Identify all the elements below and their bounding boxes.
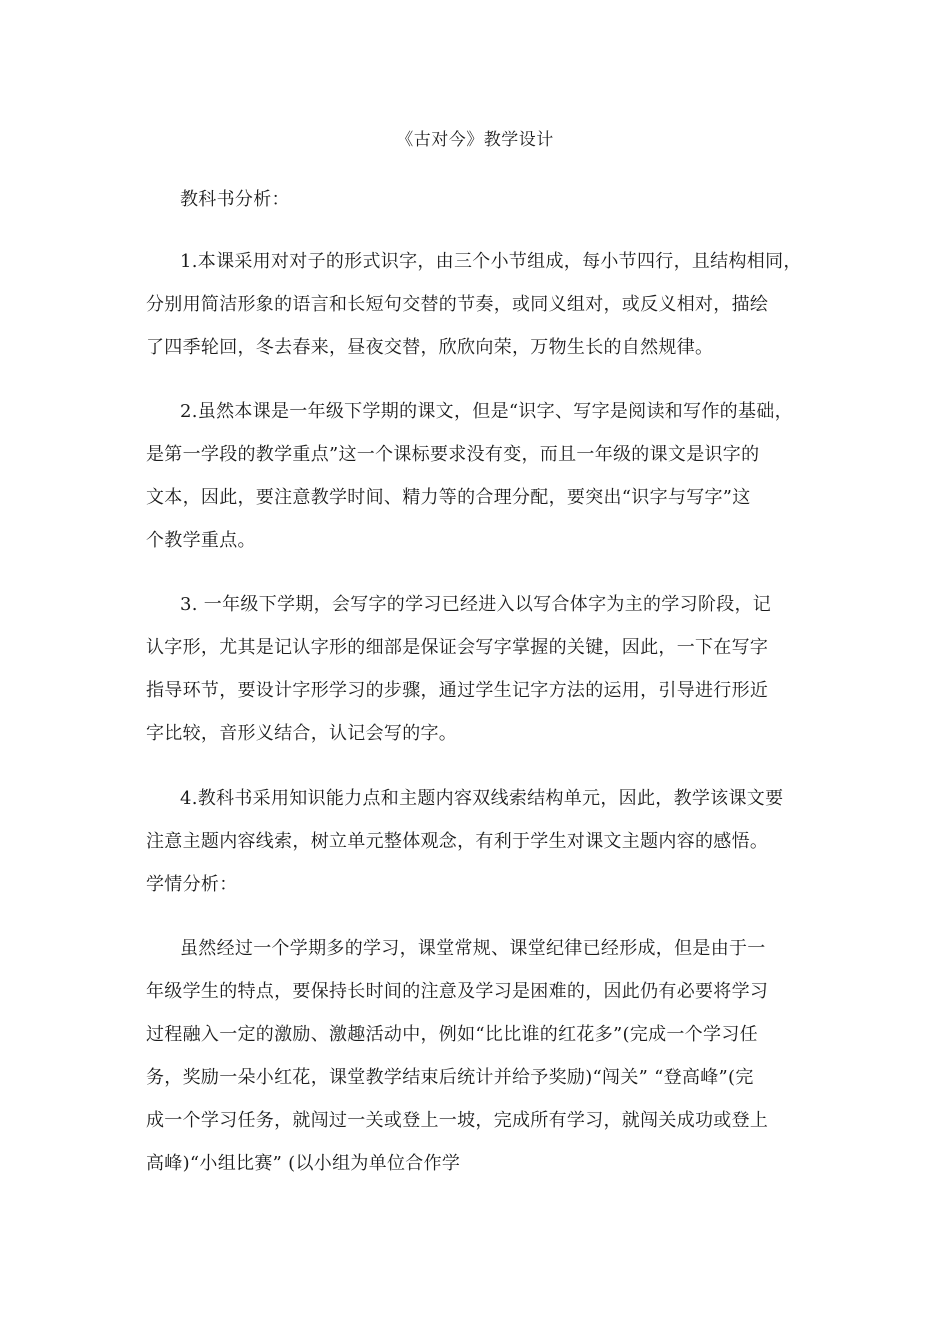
paragraph-line: 认字形，尤其是记认字形的细部是保证会写字掌握的关键，因此，一下在写字 xyxy=(146,637,769,658)
section-heading-textbook-analysis xyxy=(146,178,826,221)
paragraph-line: 指导环节，要设计字形学习的步骤，通过学生记字方法的运用，引导进行形近 xyxy=(146,680,769,701)
paragraph-line: 务，奖励一朵小红花，课堂教学结束后统计并给予奖励)“闯关” “登高峰”(完 xyxy=(146,1067,754,1088)
paragraph-3 xyxy=(146,583,826,755)
paragraph-line: 分别用简洁形象的语言和长短句交替的节奏，或同义组对，或反义相对，描绘 xyxy=(146,294,769,315)
section-heading-learning-analysis: 学情分析： xyxy=(146,874,238,895)
paragraph-1 xyxy=(146,240,826,369)
paragraph-line: 1.本课采用对对子的形式识字，由三个小节组成，每小节四行，且结构相同， xyxy=(180,251,802,272)
paragraph-5 xyxy=(146,927,826,1185)
heading-line: 教科书分析： xyxy=(180,189,290,210)
paragraph-line: 年级学生的特点，要保持长时间的注意及学习是困难的，因此仍有必要将学习 xyxy=(146,981,769,1002)
paragraph-line: 文本，因此，要注意教学时间、精力等的合理分配，要突出“识字与写字”这 xyxy=(146,487,751,508)
paragraph-line: 3. 一年级下学期，会写字的学习已经进入以写合体字为主的学习阶段，记 xyxy=(180,594,772,615)
paragraph-line: 4.教科书采用知识能力点和主题内容双线索结构单元，因此，教学该课文要 xyxy=(180,788,784,809)
paragraph-line: 是第一学段的教学重点”这一个课标要求没有变，而且一年级的课文是识字的 xyxy=(146,444,760,465)
paragraph-4 xyxy=(146,777,826,906)
paragraph-line: 个教学重点。 xyxy=(146,530,256,551)
paragraph-line: 过程融入一定的激励、激趣活动中，例如“比比谁的红花多”(完成一个学习任 xyxy=(146,1024,758,1045)
paragraph-line: 字比较，音形义结合，认记会写的字。 xyxy=(146,723,458,744)
document-title: 《古对今》教学设计 xyxy=(396,130,554,150)
paragraph-line: 虽然经过一个学期多的学习，课堂常规、课堂纪律已经形成，但是由于一 xyxy=(180,938,766,959)
paragraph-line: 注意主题内容线索，树立单元整体观念，有利于学生对课文主题内容的感悟。 xyxy=(146,831,769,852)
paragraph-line: 成一个学习任务，就闯过一关或登上一坡，完成所有学习，就闯关成功或登上 xyxy=(146,1110,769,1131)
paragraph-2 xyxy=(146,390,826,562)
paragraph-line: 高峰)“小组比赛” (以小组为单位合作学 xyxy=(146,1153,461,1174)
paragraph-line: 2.虽然本课是一年级下学期的课文，但是“识字、写字是阅读和写作的基础， xyxy=(180,401,793,422)
paragraph-line: 了四季轮回，冬去春来，昼夜交替，欣欣向荣，万物生长的自然规律。 xyxy=(146,337,714,358)
